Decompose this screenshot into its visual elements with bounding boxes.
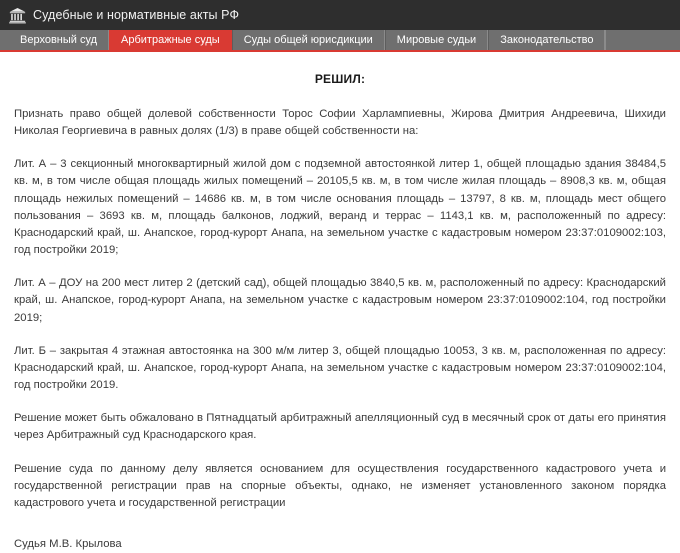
nav-filler [605,30,680,50]
nav-tab-mirovye-sudi[interactable]: Мировые судьи [385,30,488,50]
decision-paragraph-registration: Решение суда по данному делу является основанием для осуществления государственного кадастрового учета и государственной регистрации прав на спорные объекты, однако, не изменяет установленного законом порядка кадастрового учета и государственной регистрации [14,462,666,509]
primary-nav [0,30,680,52]
decision-paragraph-lit-a-house: Лит. А – 3 секционный многоквартирный жилой дом с подземной автостоянкой литер 1, общей площадью здания 38484,5 кв. м, в том числе общая площадь жилых помещений – 20105,5 кв. м, в том числе жилая площадь – 8908,3 кв. м, общая площадь нежилых помещений – 14686 кв. м, в том числе основания площадь – 13797, 8 кв. м, площадь мест общего пользования – 3693 кв. м, площадь балконов, лоджий, веранд и террас – 1143,1 кв. м, расположенный по адресу: Краснодарский край, ш. Анапское, город-курорт Анапа, на земельном участке с кадастровым номером 23:37:0109002:103, год постройки 2019; [14,158,666,257]
nav-tab-arbitrazhnye-sudy[interactable]: Арбитражные суды [109,30,232,50]
decision-heading: РЕШИЛ: [314,72,366,86]
nav-tab-verkhovnyy-sud[interactable]: Верховный суд [9,30,109,50]
decision-paragraph-appeal: Решение может быть обжаловано в Пятнадцатый арбитражный апелляционный суд в месячный срок от даты его принятия через Арбитражный суд Краснодарского края. [14,412,666,442]
nav-tab-sudy-obshchey-yurisdiktsii[interactable]: Суды общей юрисдикции [232,30,385,50]
site-brand-link[interactable] [9,7,239,24]
judge-signature: Судья М.В. Крылова [14,537,122,550]
courthouse-icon [9,7,26,24]
court-decision-document [0,72,680,553]
decision-paragraph-lit-b-parking: Лит. Б – закрытая 4 этажная автостоянка на 300 м/м литер 3, общей площадью 10053, 3 кв. м, расположенная по адресу: Краснодарский край, ш. Анапское, город-курорт Анапа, на земельном участке с кадастровым номером 23:37:0109002:104, год постройки 2019. [14,344,666,392]
site-header [0,0,680,30]
nav-tab-zakonodatelstvo[interactable]: Законодательство [488,30,605,50]
decision-paragraph-lit-a-kindergarten: Лит. А – ДОУ на 200 мест литер 2 (детский сад), общей площадью 3840,5 кв. м, расположенный по адресу: Краснодарский край, ш. Анапское, город-курорт Анапа, на земельном участке с кадастровым номером 23:37:0109002:104, год постройки 2019; [14,277,666,324]
decision-paragraph-intro: Признать право общей долевой собственности Торос Софии Харлампиевны, Жирова Дмитрия Андреевича, Шихиди Николая Георгиевича в равных долях (1/3) в праве общей собственности на: [14,108,666,138]
site-title: Судебные и нормативные акты РФ [33,7,240,22]
